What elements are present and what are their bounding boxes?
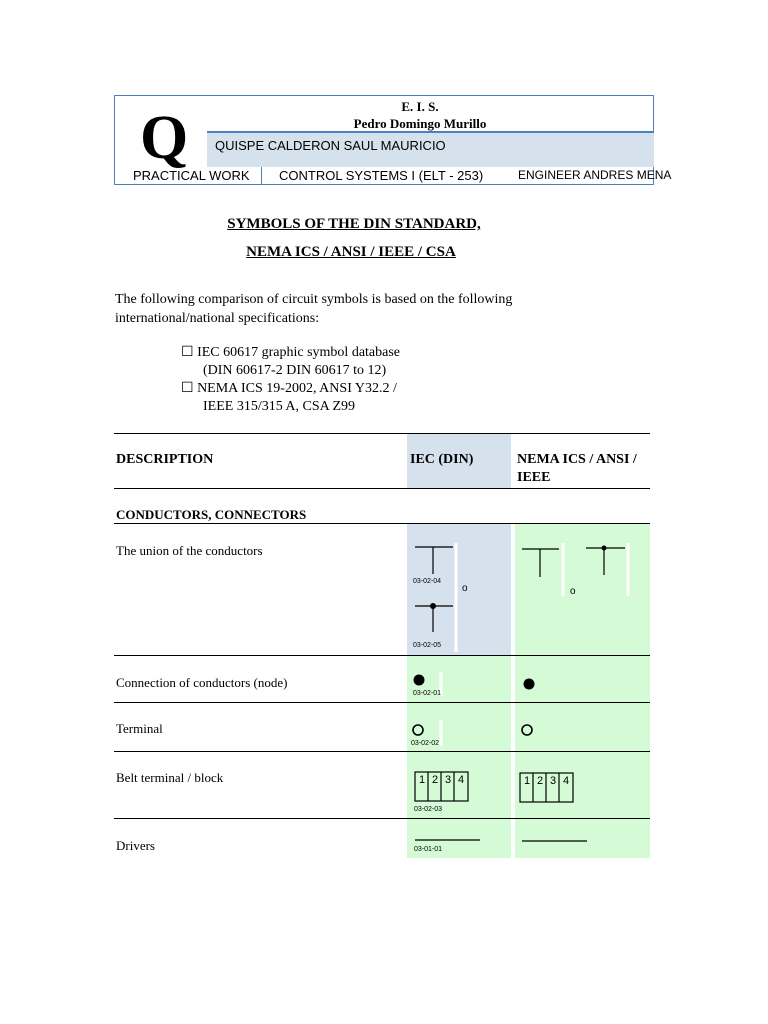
symbol-code: 03-02-01: [413, 690, 442, 697]
terminal-number: 4: [563, 775, 570, 787]
row-description: The union of the conductors: [116, 543, 263, 558]
terminal-number: 2: [537, 775, 544, 787]
symbol-code: 03-02-05: [413, 642, 442, 649]
intro-line-2: international/national specifications:: [115, 311, 320, 326]
checkbox-icon: ☐: [181, 345, 194, 360]
spec-text: NEMA ICS 19-2002, ANSI Y32.2 /: [197, 381, 397, 396]
section-heading: CONDUCTORS, CONNECTORS: [116, 507, 307, 522]
institution: E. I. S.: [401, 99, 439, 114]
symbol-code: 03-01-01: [414, 846, 443, 853]
symbol-letter: o: [570, 586, 576, 597]
intro-line-1: The following comparison of circuit symbols is based on the following: [115, 292, 513, 307]
school-name: Pedro Domingo Murillo: [353, 116, 487, 131]
header-nema-line1: NEMA ICS / ANSI /: [517, 452, 637, 467]
symbol-code: 03-02-02: [411, 740, 440, 747]
symbol-code: 03-02-04: [413, 578, 442, 585]
checkbox-icon: ☐: [181, 381, 194, 396]
terminal-number: 2: [432, 774, 439, 786]
logo: Q: [140, 104, 189, 172]
work-type: PRACTICAL WORK: [133, 168, 250, 183]
row-description: Terminal: [116, 721, 163, 736]
symbol-code: 03-02-03: [414, 806, 443, 813]
symbol-letter: o: [462, 583, 468, 594]
teacher-name: ENGINEER ANDRES MENA: [518, 168, 672, 182]
terminal-number: 1: [524, 775, 531, 787]
header-description: DESCRIPTION: [116, 452, 214, 467]
page-title: SYMBOLS OF THE DIN STANDARD,: [227, 216, 481, 232]
header-nema-line2: IEEE: [517, 470, 551, 485]
page-subtitle: NEMA ICS / ANSI / IEEE / CSA: [246, 244, 456, 260]
spec-text: (DIN 60617-2 DIN 60617 to 12): [203, 363, 387, 378]
row-description: Connection of conductors (node): [116, 675, 288, 690]
header-iec: IEC (DIN): [410, 452, 474, 467]
row-description: Belt terminal / block: [116, 770, 224, 785]
course-name: CONTROL SYSTEMS I (ELT - 253): [279, 168, 484, 183]
spec-text: IEC 60617 graphic symbol database: [197, 345, 401, 360]
terminal-number: 3: [445, 774, 452, 786]
terminal-number: 4: [458, 774, 465, 786]
spec-text: IEEE 315/315 A, CSA Z99: [203, 399, 356, 414]
terminal-number: 1: [419, 774, 426, 786]
row-description: Drivers: [116, 838, 155, 853]
terminal-number: 3: [550, 775, 557, 787]
student-name: QUISPE CALDERON SAUL MAURICIO: [215, 138, 446, 153]
